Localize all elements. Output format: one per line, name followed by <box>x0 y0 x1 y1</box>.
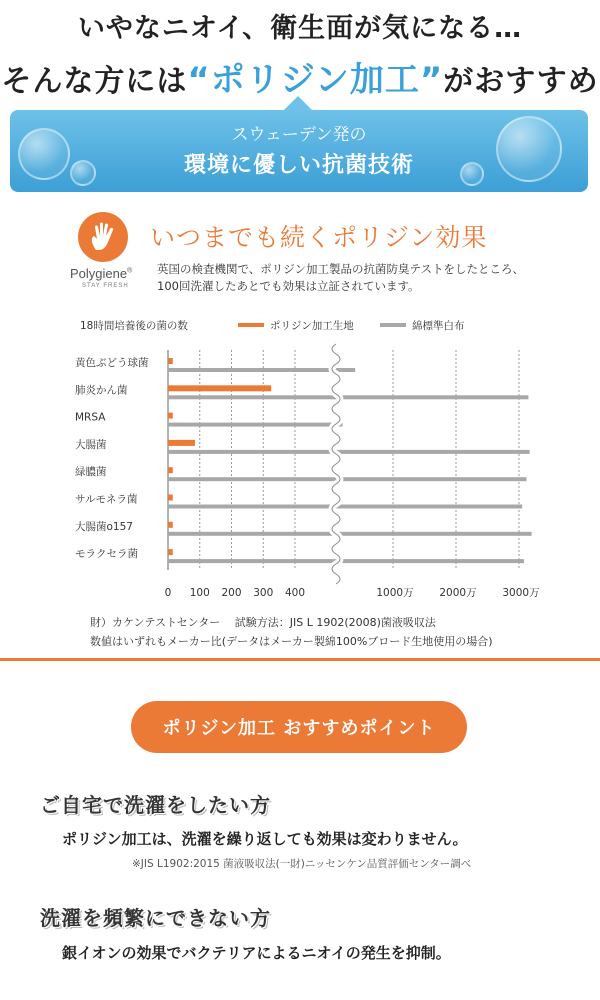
category-label: モラクセラ菌 <box>75 548 138 561</box>
headline-line1: いやなニオイ、衛生面が気になる… <box>77 13 523 44</box>
banner <box>10 110 588 192</box>
bar-cotton <box>168 395 528 399</box>
bar-cotton <box>168 532 532 536</box>
x-tick-label: 1000万 <box>376 587 414 599</box>
point1-title: ご自宅で洗濯をしたい方 <box>40 793 271 817</box>
category-label: 大腸菌o157 <box>75 520 133 533</box>
bar-cotton <box>168 559 524 563</box>
bar-polygiene <box>168 440 195 446</box>
category-label: MRSA <box>75 411 106 424</box>
description-line2: 100回洗濯したあとでも効果は立証されています。 <box>157 279 420 293</box>
headline-pre: そんな方には <box>1 64 188 99</box>
headline-accent: “ポリジン加工” <box>187 60 444 100</box>
logo-tagline: STAY FRESH <box>82 283 129 289</box>
bar-cotton <box>168 450 530 454</box>
banner-line2: 環境に優しい抗菌技術 <box>183 153 414 178</box>
category-label: サルモネラ菌 <box>75 493 138 506</box>
point1-body: ポリジン加工は、洗濯を繰り返しても効果は変わりません。 <box>62 830 468 848</box>
category-label: 黄色ぶどう球菌 <box>75 357 149 369</box>
bar-polygiene <box>168 495 173 501</box>
bacteria-chart <box>0 315 600 605</box>
description-line1: 英国の検査機関で、ポリジン加工製品の抗菌防臭テストをしたところ、 <box>157 262 525 276</box>
point2-title: 洗濯を頻繁にできない方 <box>40 906 271 930</box>
bar-polygiene <box>168 467 173 473</box>
source-note: 財）カケンテストセンター 試験方法：JIS L 1902(2008)菌液吸収法 <box>90 616 436 629</box>
bar-polygiene <box>168 522 173 528</box>
x-tick-label: 0 <box>164 587 172 599</box>
section-title: いつまでも続くポリジン効果 <box>150 223 488 252</box>
legend-swatch <box>380 323 406 327</box>
bar-cotton <box>168 423 343 427</box>
headline-line2 <box>0 52 600 101</box>
recommend-points-heading: ポリジン加工 おすすめポイント <box>131 701 467 753</box>
bar-polygiene <box>168 385 271 391</box>
category-label: 緑膿菌 <box>75 466 107 479</box>
bar-polygiene <box>168 549 173 555</box>
chart-svg <box>0 315 600 605</box>
bar-cotton <box>168 505 522 509</box>
x-tick-label: 2000万 <box>439 587 477 599</box>
legend-label: 綿標準白布 <box>412 320 465 332</box>
legend-swatch <box>238 323 264 327</box>
banner-line1: スウェーデン発の <box>231 125 367 145</box>
bar-polygiene <box>168 358 173 364</box>
point2-body: 銀イオンの効果でバクテリアによるニオイの発生を抑制。 <box>62 944 451 962</box>
x-tick-label: 300 <box>253 587 274 599</box>
x-tick-label: 3000万 <box>502 587 540 599</box>
x-tick-label: 100 <box>189 587 210 599</box>
headline-post: がおすすめ <box>443 64 599 99</box>
category-label: 大腸菌 <box>75 438 107 451</box>
bar-cotton <box>168 477 527 481</box>
logo-name-text: Polygiene <box>70 266 128 281</box>
logo-registered-mark: ® <box>127 267 133 275</box>
chart-title: 18時間培養後の菌の数 <box>80 320 188 332</box>
section-divider <box>0 658 600 661</box>
condition-note: 数値はいずれもメーカー比(データはメーカー製綿100%ブロード生地使用の場合) <box>90 635 493 648</box>
x-tick-label: 200 <box>221 587 242 599</box>
point1-note: ※JIS L1902:2015 菌液吸収法(一財)ニッセンケン品質評価センター調べ <box>132 858 472 870</box>
x-tick-label: 400 <box>284 587 306 599</box>
bar-cotton <box>168 368 355 372</box>
bar-polygiene <box>168 413 173 419</box>
category-label: 肺炎かん菌 <box>75 384 128 397</box>
logo-name <box>70 266 132 281</box>
hand-icon <box>86 220 120 254</box>
hand-logo-icon <box>78 212 128 262</box>
legend-label: ポリジン加工生地 <box>270 320 354 332</box>
section-description <box>157 261 577 295</box>
